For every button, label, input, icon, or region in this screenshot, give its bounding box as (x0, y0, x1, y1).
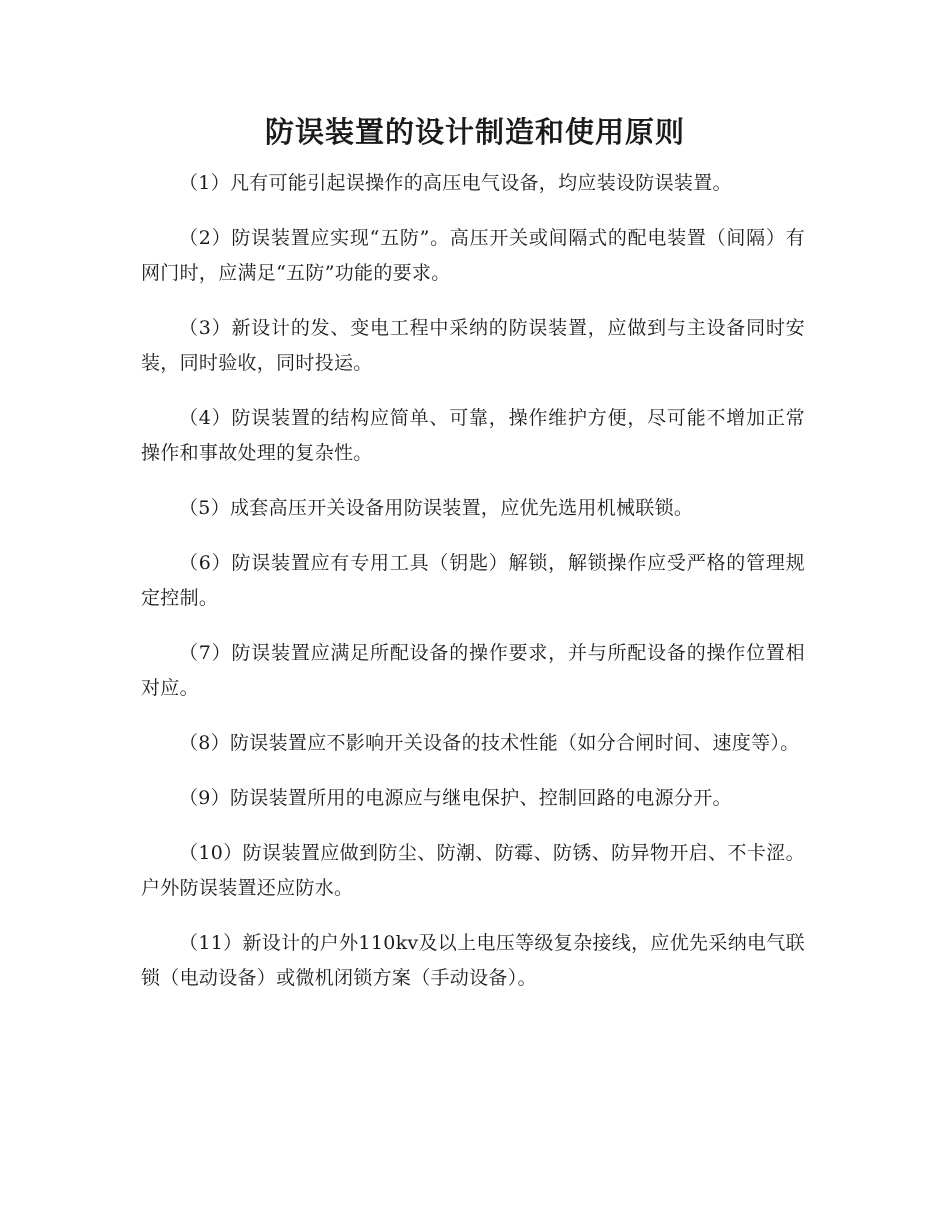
paragraph-10: （10）防误装置应做到防尘、防潮、防霉、防锈、防异物开启、不卡涩。户外防误装置还应防水。 (141, 842, 805, 899)
paragraph-3: （3）新设计的发、变电工程中采纳的防误装置，应做到与主设备同时安装，同时验收，同时投运。 (141, 317, 805, 374)
paragraph-1: （1）凡有可能引起误操作的高压电气设备，均应装设防误装置。 (179, 172, 732, 194)
paragraph-9: （9）防误装置所用的电源应与继电保护、控制回路的电源分开。 (179, 787, 732, 809)
document-title: 防误装置的设计制造和使用原则 (264, 115, 685, 149)
paragraph-4: （4）防误装置的结构应简单、可靠，操作维护方便，尽可能不增加正常操作和事故处理的复杂性。 (141, 407, 805, 464)
paragraph-6: （6）防误装置应有专用工具（钥匙）解锁，解锁操作应受严格的管理规定控制。 (141, 552, 805, 609)
paragraph-8: （8）防误装置应不影响开关设备的技术性能（如分合闸时间、速度等）。 (179, 732, 800, 754)
paragraph-7: （7）防误装置应满足所配设备的操作要求，并与所配设备的操作位置相对应。 (141, 642, 805, 699)
document-body (141, 166, 805, 1016)
paragraph-5: （5）成套高压开关设备用防误装置，应优先选用机械联锁。 (179, 497, 694, 519)
paragraph-11: （11）新设计的户外110kv及以上电压等级复杂接线，应优先采纳电气联锁（电动设备）或微机闭锁方案（手动设备）。 (141, 932, 805, 989)
paragraph-2: （2）防误装置应实现“五防”。高压开关或间隔式的配电装置（间隔）有网门时，应满足“五防”功能的要求。 (141, 227, 805, 284)
